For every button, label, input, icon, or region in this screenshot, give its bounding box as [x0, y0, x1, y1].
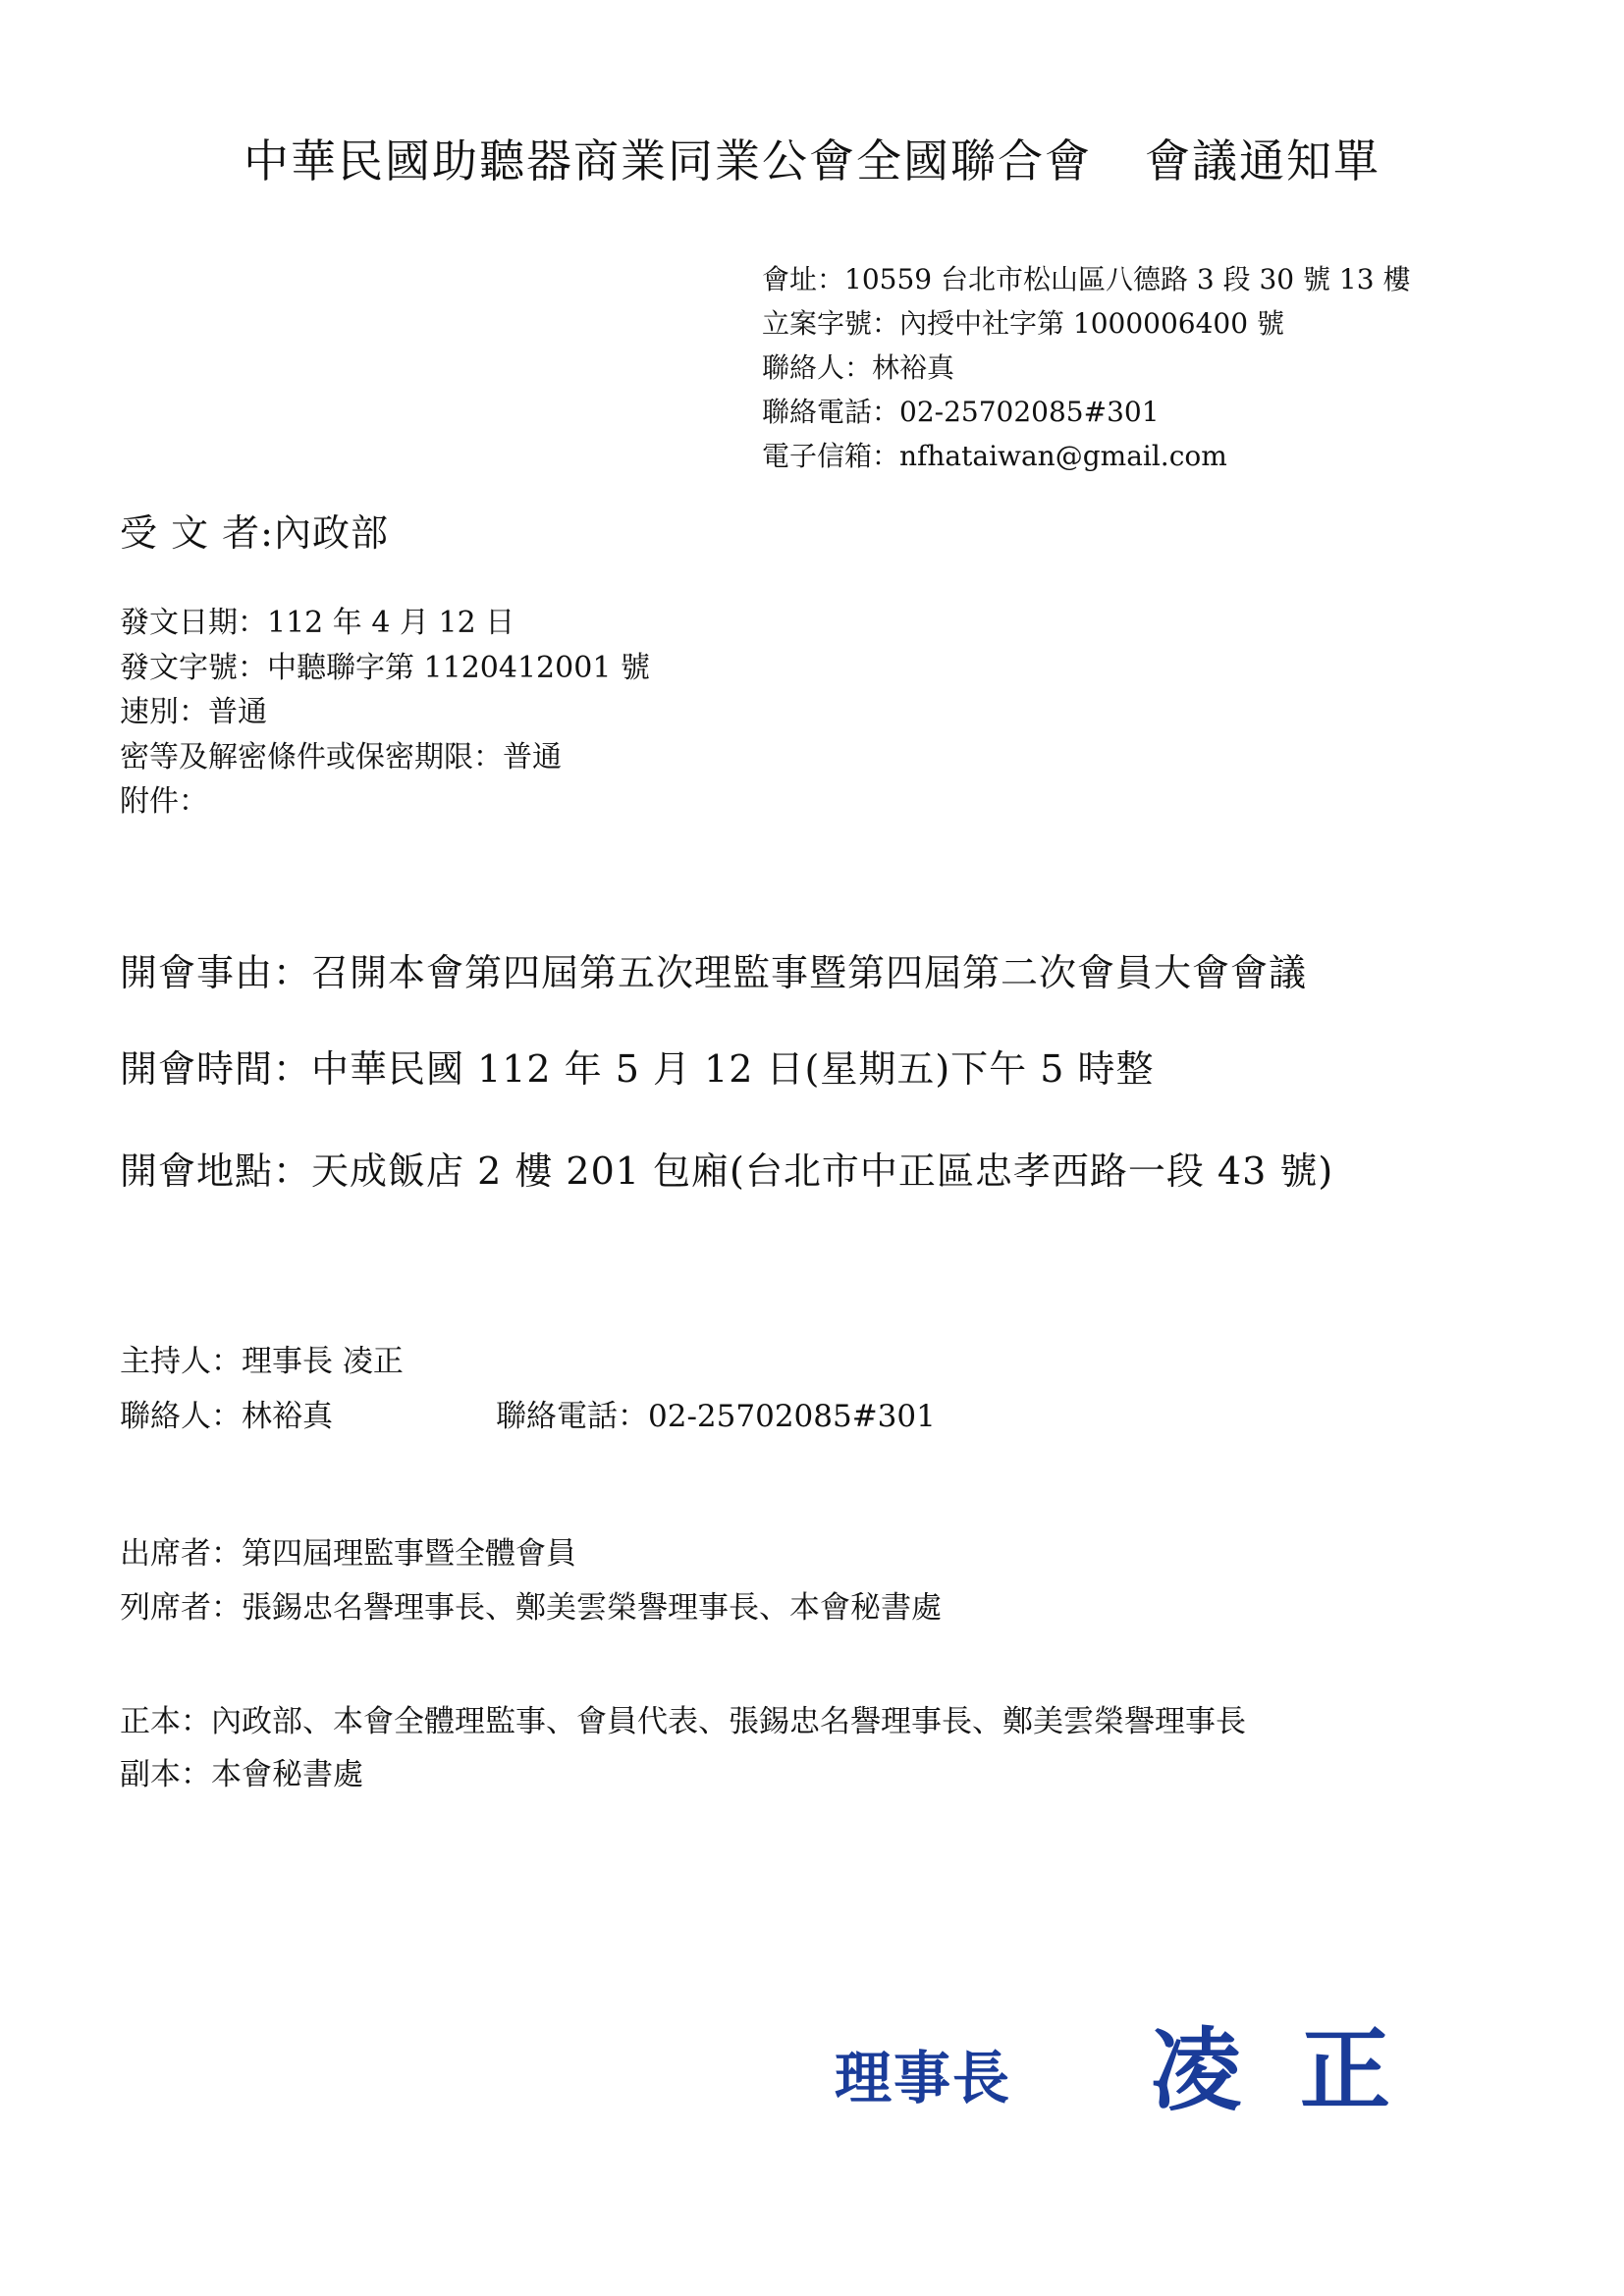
meeting-reason: 開會事由：召開本會第四屆第五次理監事暨第四屆第二次會員大會會議 [120, 951, 1308, 994]
observers: 列席者：張錫忠名譽理事長、鄭美雲榮譽理事長、本會秘書處 [120, 1590, 942, 1626]
attendees: 出席者：第四屆理監事暨全體會員 [120, 1536, 576, 1572]
org-info-block [762, 257, 1410, 478]
org-phone: 聯絡電話：02-25702085#301 [762, 396, 1160, 428]
contact-phone: 聯絡電話：02-25702085#301 [496, 1399, 936, 1434]
secrecy-level: 密等及解密條件或保密期限：普通 [120, 739, 562, 774]
meeting-time: 開會時間：中華民國 112 年 5 月 12 日(星期五)下午 5 時整 [120, 1047, 1155, 1091]
contact-line [120, 1391, 936, 1435]
contact-person: 聯絡人：林裕真 [120, 1399, 333, 1434]
speed-class: 速別：普通 [120, 695, 267, 729]
org-name: 中華民國助聽器商業同業公會全國聯合會 [244, 134, 1092, 187]
org-email: 電子信箱：nfhataiwan@gmail.com [762, 440, 1227, 472]
meeting-place: 開會地點：天成飯店 2 樓 201 包廂(台北市中正區忠孝西路一段 43 號) [120, 1149, 1334, 1193]
signature-name: 凌正 [1151, 2017, 1450, 2123]
org-address: 會址：10559 台北市松山區八德路 3 段 30 號 13 樓 [762, 263, 1411, 295]
document-meta [120, 601, 650, 825]
issue-date: 發文日期：112 年 4 月 12 日 [120, 606, 515, 640]
org-contact: 聯絡人：林裕真 [762, 351, 955, 384]
copy-original: 正本：內政部、本會全體理監事、會員代表、張錫忠名譽理事長、鄭美雲榮譽理事長 [120, 1704, 1246, 1739]
org-registration: 立案字號：內授中社字第 1000006400 號 [762, 307, 1284, 340]
document-title [0, 126, 1624, 190]
recipient: 受 文 者:內政部 [120, 511, 389, 555]
copy-duplicate: 副本：本會秘書處 [120, 1757, 363, 1792]
meeting-host: 主持人：理事長 凌正 [120, 1344, 404, 1379]
signature-title: 理事長 [835, 2045, 1012, 2111]
attachment: 附件： [120, 784, 208, 819]
issue-number: 發文字號：中聽聯字第 1120412001 號 [120, 650, 650, 685]
document-type: 會議通知單 [1145, 134, 1380, 187]
